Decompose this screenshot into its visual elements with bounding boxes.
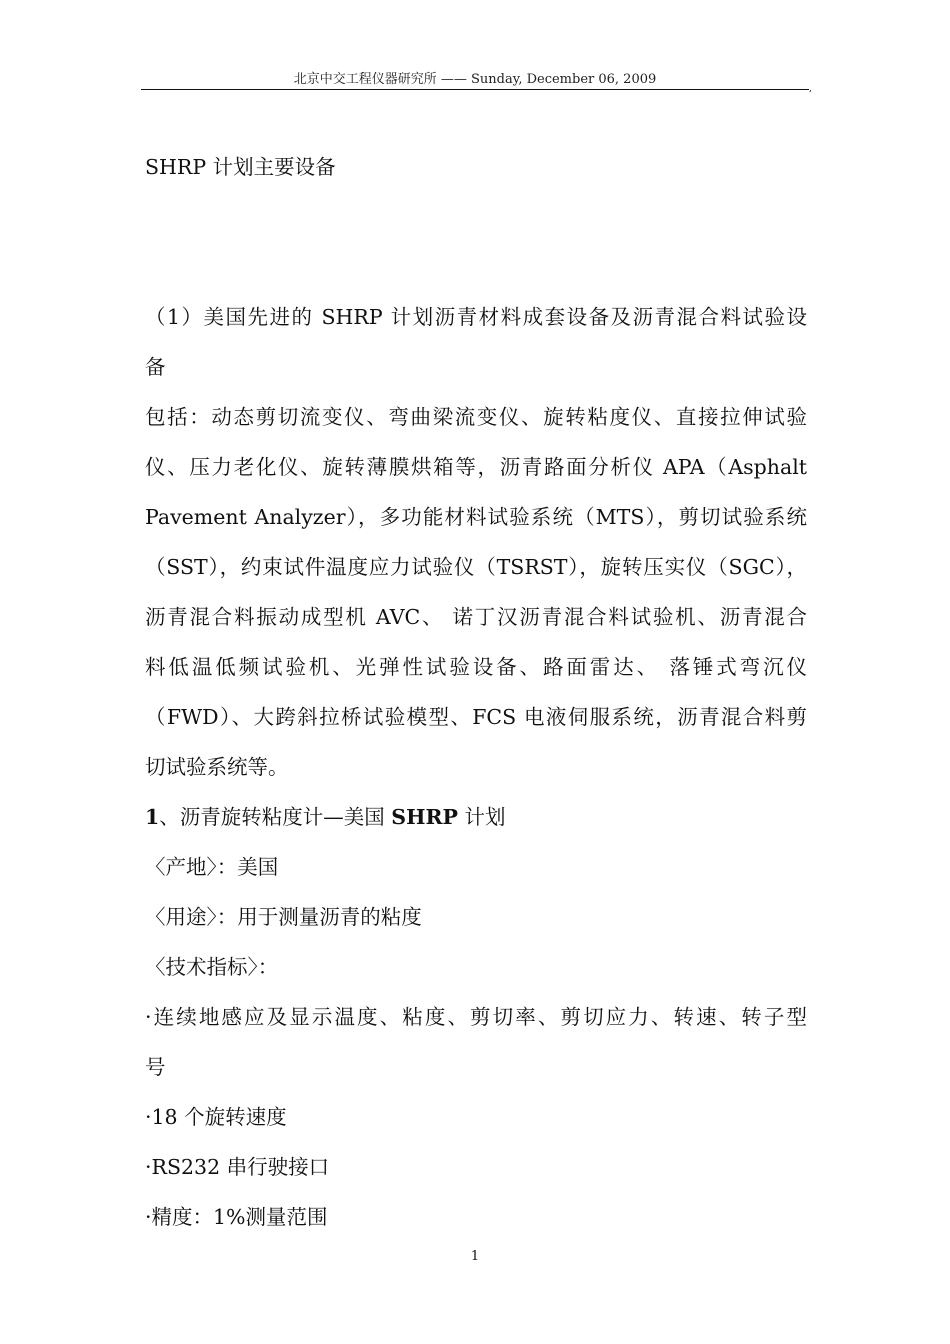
item-1-bullet-1-line-1: ·连续地感应及显示温度、粘度、剪切率、剪切应力、转速、转子型	[145, 1005, 807, 1029]
page-header: 北京中交工程仪器研究所 —— Sunday, December 06, 2009	[293, 72, 657, 87]
includes-line-4: （SST），约束试件温度应力试验仪（TSRST），旋转压实仪（SGC），	[145, 555, 807, 579]
includes-line-1: 包括：动态剪切流变仪、弯曲梁流变仪、旋转粘度仪、直接拉伸试验	[145, 405, 807, 429]
item-1-title-tail: 计划	[457, 805, 506, 829]
includes-line-8: 切试验系统等。	[145, 755, 289, 779]
document-body	[145, 142, 807, 1242]
item-1-bullet-4: ·精度：1%测量范围	[145, 1205, 328, 1229]
includes-line-3: Pavement Analyzer），多功能材料试验系统（MTS），剪切试验系统	[145, 505, 807, 529]
item-1-bullet-2: ·18 个旋转速度	[145, 1105, 287, 1129]
item-1-origin: 〈产地〉：美国	[145, 855, 279, 879]
page-number: 1	[470, 1249, 480, 1264]
section-heading-line-1: （1）美国先进的 SHRP 计划沥青材料成套设备及沥青混合料试验设	[145, 305, 807, 329]
includes-line-2: 仪、压力老化仪、旋转薄膜烘箱等，沥青路面分析仪 APA（Asphalt	[145, 455, 807, 479]
item-1-usage: 〈用途〉：用于测量沥青的粘度	[145, 905, 422, 929]
section-heading-line-2: 备	[145, 355, 166, 379]
blank-space	[145, 192, 807, 292]
item-1-bullet-1-line-2: 号	[145, 1055, 166, 1079]
header-tick-mark: ,	[809, 84, 812, 94]
header-rule	[141, 89, 809, 90]
includes-line-7: （FWD）、大跨斜拉桥试验模型、FCS 电液伺服系统，沥青混合料剪	[145, 705, 807, 729]
item-1-title-shrp: SHRP	[391, 805, 458, 829]
item-1-bullet-3: ·RS232 串行驶接口	[145, 1155, 330, 1179]
item-1-number: 1	[145, 805, 160, 829]
includes-line-5: 沥青混合料振动成型机 AVC、 诺丁汉沥青混合料试验机、沥青混合	[145, 605, 807, 629]
document-title: SHRP 计划主要设备	[145, 155, 336, 179]
item-1-specs-label: 〈技术指标〉：	[145, 955, 279, 979]
item-1-title	[145, 792, 807, 842]
item-1-title-text: 、沥青旋转粘度计—美国	[159, 805, 392, 829]
includes-line-6: 料低温低频试验机、光弹性试验设备、路面雷达、 落锤式弯沉仪	[145, 655, 807, 679]
